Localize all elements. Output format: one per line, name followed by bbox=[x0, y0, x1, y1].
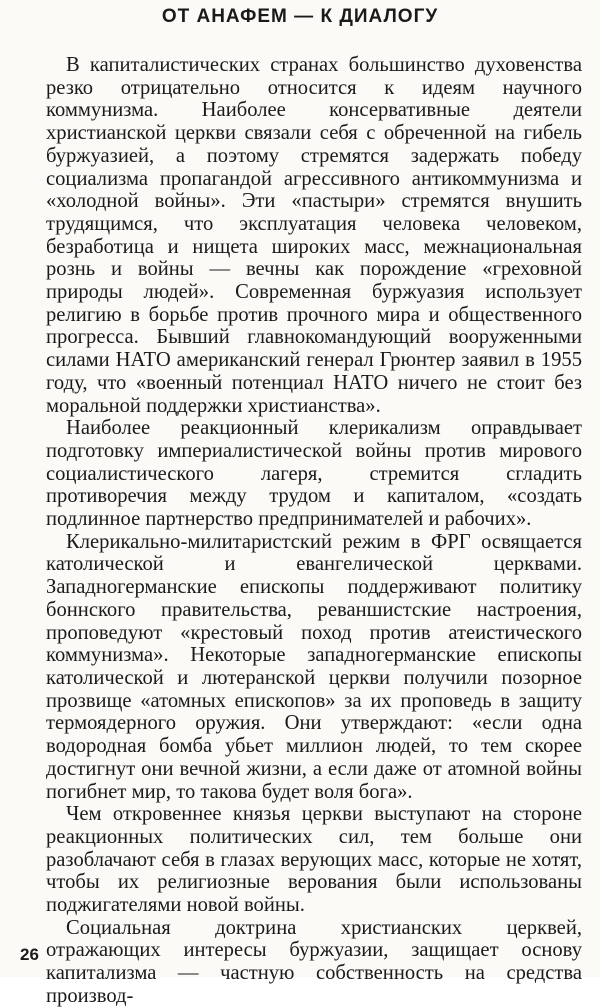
paragraph: Чем откровеннее князья церкви выступают на стороне реакционных политических сил, тем больше они разоблачают себя в глазах верующих масс, которые не хотят, чтобы их религиозные верования были использованы поджигателями новой войны. bbox=[46, 803, 582, 917]
paragraph: В капиталистических странах большинство духовенства резко отрицательно относится к идеям научного коммунизма. Наиболее консервативные деятели христианской церкви связали себя с обреченной на гибель буржуазией, а поэтому стремятся задержать победу социализма пропагандой агрессивного антикоммунизма и «холодной войны». Эти «пастыри» стремятся внушить трудящимся, что эксплуатация человека человеком, безработица и нищета широких масс, межнациональная рознь и войны — вечны как порождение «греховной природы людей». Современная буржуазия использует религию в борьбе против прочного мира и общественного прогресса. Бывший главнокомандующий вооруженными силами НАТО американский генерал Грюнтер заявил в 1955 году, что «военный потенциал НАТО ничего не стоит без моральной поддержки христианства». bbox=[46, 54, 582, 417]
page-number: 26 bbox=[20, 945, 39, 964]
running-head: ОТ АНАФЕМ — К ДИАЛОГУ bbox=[161, 6, 439, 27]
paragraph: Клерикально-милитаристский режим в ФРГ освящается католической и евангелической церквами. Западногерманские епископы поддерживают политику боннского правительства, реваншистские настроения, проповедуют «крестовый поход против атеистического коммунизма». Некоторые западногерманские епископы католической и лютеранской церкви получили позорное прозвище «атомных епископов» за их проповедь в защиту термоядерного оружия. Они утверждают: «если одна водородная бомба убьет миллион людей, то тем скорее достигнут они вечной жизни, а если даже от атомной войны погибнет мир, то такова будет воля бога». bbox=[46, 530, 582, 803]
paragraph: Наиболее реакционный клерикализм оправдывает подготовку империалистической войны против мирового социалистического лагеря, стремится сгладить противоречия между трудом и капиталом, «создать подлинное партнерство предпринимателей и рабочих». bbox=[46, 417, 582, 531]
paragraph: Социальная доктрина христианских церквей, отражающих интересы буржуазии, защищает основу капитализма — частную собственность на средства производ- bbox=[46, 916, 582, 1007]
body-text bbox=[46, 54, 582, 1008]
